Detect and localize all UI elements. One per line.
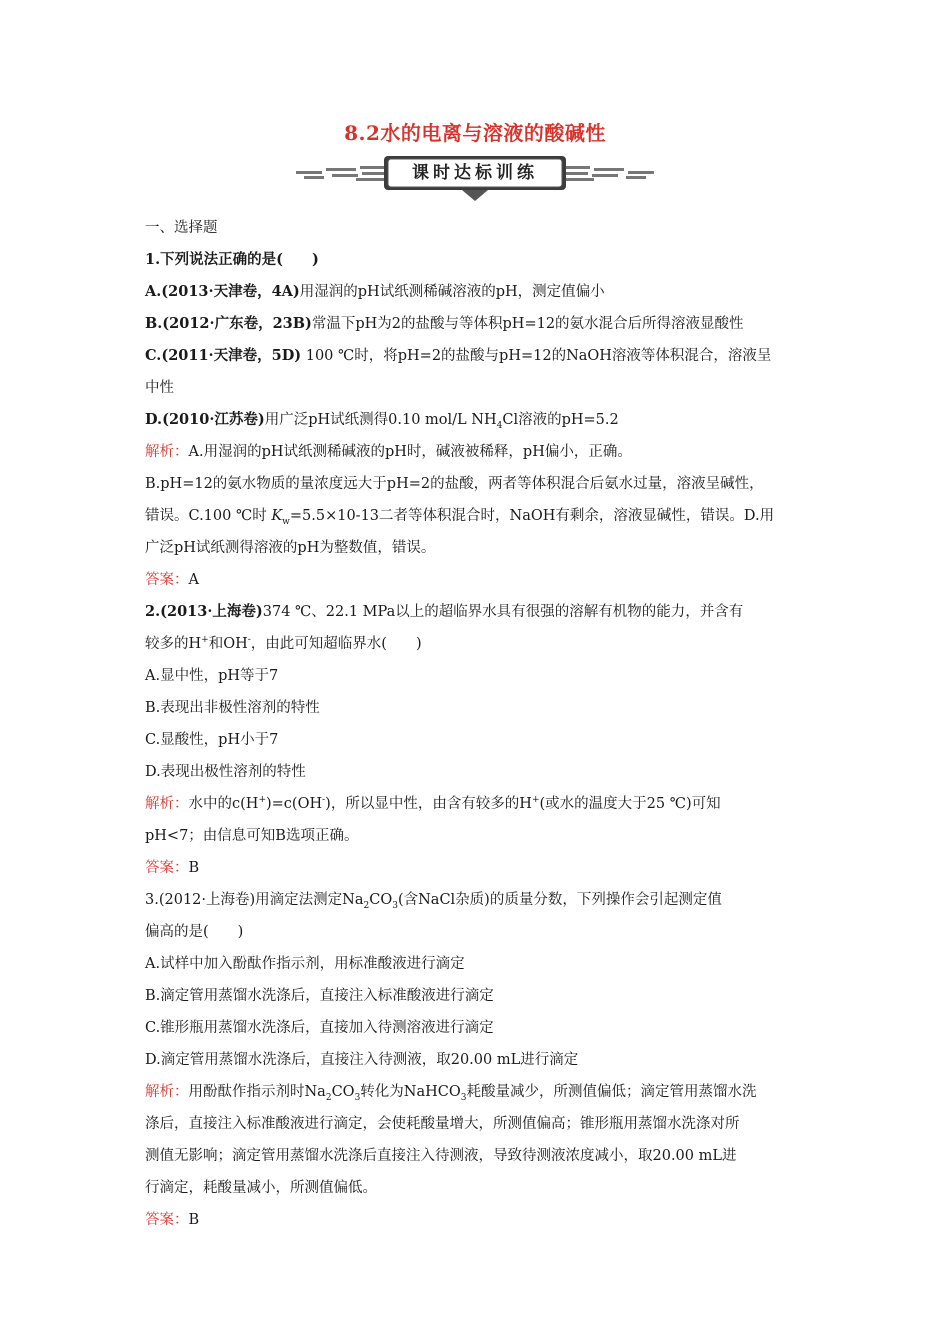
q1-analysis-line-1: A.用湿润的pH试纸测稀碱液的pH时，碱液被稀释，pH偏小，正确。 <box>188 444 632 460</box>
q3-stem-part: CO <box>369 892 393 908</box>
document-body <box>145 212 815 1236</box>
q1-analysis-line-3b: =5.5×10-13二者等体积混合时，NaOH有剩余，溶液显碱性，错误。D.用 <box>289 508 775 524</box>
q2-analysis-part: 水中的c(H <box>188 796 259 812</box>
banner-label: 课时达标训练 <box>412 163 538 183</box>
q2-stem-part: ，由此可知超临界水( ) <box>250 636 422 652</box>
superscript: - <box>322 795 326 806</box>
q1-option-d-text-end: Cl溶液的pH=5.2 <box>502 412 619 428</box>
answer-label: 答案： <box>145 1212 189 1228</box>
q2-analysis-part: )=c(OH <box>265 796 323 812</box>
q2-option-b: B.表现出非极性溶剂的特性 <box>145 700 320 716</box>
subscript: 3 <box>392 900 398 911</box>
q2-answer-value: B <box>188 860 200 876</box>
q3-analysis-line-2: 涤后，直接注入标准酸液进行滴定，会使耗酸量增大，所测值偏高；锥形瓶用蒸馏水洗涤对所 <box>145 1116 740 1132</box>
q3-option-c: C.锥形瓶用蒸馏水洗涤后，直接加入待测溶液进行滴定 <box>145 1020 494 1036</box>
q1-analysis-line-3a: 错误。C.100 ℃时 <box>145 508 272 524</box>
q3-stem-part: 3.(2012·上海卷)用滴定法测定Na <box>145 892 364 908</box>
question-3-stem-continued: 偏高的是( ) <box>145 924 244 940</box>
superscript: + <box>258 795 266 806</box>
page-title: 8.2水的电离与溶液的酸碱性 <box>344 121 606 145</box>
subscript: 3 <box>460 1092 467 1103</box>
subscript: 4 <box>496 420 503 431</box>
q3-analysis-line-4: 行滴定，耗酸量减小，所测值偏低。 <box>145 1180 377 1196</box>
q1-option-c <box>145 340 815 372</box>
q1-answer-value: A <box>188 572 199 588</box>
analysis-label: 解析： <box>145 1084 189 1100</box>
q3-analysis-part: 用酚酞作指示剂时Na <box>188 1084 326 1100</box>
q3-option-b: B.滴定管用蒸馏水洗涤后，直接注入标准酸液进行滴定 <box>145 988 494 1004</box>
q1-option-d-text: 用广泛pH试纸测得0.10 mol/L NH <box>264 412 497 428</box>
q1-option-a-text: 用湿润的pH试纸测稀碱溶液的pH，测定值偏小 <box>299 284 605 300</box>
section-banner <box>296 154 654 202</box>
superscript: - <box>247 635 251 646</box>
q3-answer-value: B <box>188 1212 200 1228</box>
q3-analysis <box>145 1076 815 1108</box>
q1-analysis <box>145 436 815 468</box>
q3-option-d: D.滴定管用蒸馏水洗涤后，直接注入待测液，取20.00 mL进行滴定 <box>145 1052 579 1068</box>
q2-stem-source: 2.(2013·上海卷) <box>145 603 263 620</box>
answer-label: 答案： <box>145 572 189 588</box>
q1-analysis-line-3 <box>145 500 815 532</box>
q1-analysis-line-4: 广泛pH试纸测得溶液的pH为整数值，错误。 <box>145 540 436 556</box>
q1-option-d <box>145 404 815 436</box>
q1-option-a <box>145 276 815 308</box>
q2-analysis-part: )，所以显中性，由含有较多的H <box>325 796 532 812</box>
q3-stem-part: (含NaCl杂质)的质量分数，下列操作会引起测定值 <box>397 892 722 908</box>
q1-option-c-continued: 中性 <box>145 380 174 396</box>
q2-stem-part: 和OH <box>208 636 248 652</box>
q1-option-c-text: 100 ℃时，将pH=2的盐酸与pH=12的NaOH溶液等体积混合，溶液呈 <box>301 348 772 364</box>
question-2-stem <box>145 596 815 628</box>
q1-option-b <box>145 308 815 340</box>
q1-option-b-text: 常温下pH为2的盐酸与等体积pH=12的氨水混合后所得溶液显酸性 <box>311 316 744 332</box>
q1-option-c-source: C.(2011·天津卷，5D) <box>145 347 302 364</box>
q1-option-b-source: B.(2012·广东卷，23B) <box>145 315 312 332</box>
subscript: 2 <box>325 1092 332 1103</box>
analysis-label: 解析： <box>145 796 189 812</box>
q3-answer <box>145 1204 815 1236</box>
analysis-label: 解析： <box>145 444 189 460</box>
q1-analysis-line-2: B.pH=12的氨水物质的量浓度远大于pH=2的盐酸，两者等体积混合后氨水过量，溶液呈碱性， <box>145 476 764 492</box>
q1-option-a-source: A.(2013·天津卷，4A) <box>145 283 300 300</box>
q3-analysis-part: CO <box>331 1084 355 1100</box>
q2-analysis-part: (或水的温度大于25 ℃)可知 <box>539 796 721 812</box>
q1-option-d-source: D.(2010·江苏卷) <box>145 411 265 428</box>
q2-answer <box>145 852 815 884</box>
q2-option-a: A.显中性，pH等于7 <box>145 668 279 684</box>
kw-symbol: K <box>271 508 283 524</box>
question-1-stem: 1.下列说法正确的是( ) <box>145 251 319 268</box>
q2-analysis <box>145 788 815 820</box>
q3-option-a: A.试样中加入酚酞作指示剂，用标准酸液进行滴定 <box>145 956 465 972</box>
subscript: w <box>282 516 290 527</box>
superscript: + <box>201 635 209 646</box>
question-3-stem <box>145 884 815 916</box>
section-heading: 一、选择题 <box>145 220 218 236</box>
answer-label: 答案： <box>145 860 189 876</box>
q2-option-d: D.表现出极性溶剂的特性 <box>145 764 306 780</box>
q2-stem-text: 374 ℃、22.1 MPa以上的超临界水具有很强的溶解有机物的能力，并含有 <box>262 604 744 620</box>
question-2-stem-continued <box>145 628 815 660</box>
q3-analysis-line-3: 测值无影响；滴定管用蒸馏水洗涤后直接注入待测液，导致待测液浓度减小，取20.00 mL进 <box>145 1148 737 1164</box>
q3-analysis-part: 转化为NaHCO <box>360 1084 461 1100</box>
q2-option-c: C.显酸性，pH小于7 <box>145 732 279 748</box>
q2-analysis-line-2: pH<7；由信息可知B选项正确。 <box>145 828 359 844</box>
q1-answer <box>145 564 815 596</box>
superscript: + <box>531 795 540 806</box>
q3-analysis-part: 耗酸量减少，所测值偏低；滴定管用蒸馏水洗 <box>466 1084 757 1100</box>
subscript: 2 <box>363 900 370 911</box>
subscript: 3 <box>354 1092 361 1103</box>
q2-stem-part: 较多的H <box>145 636 202 652</box>
